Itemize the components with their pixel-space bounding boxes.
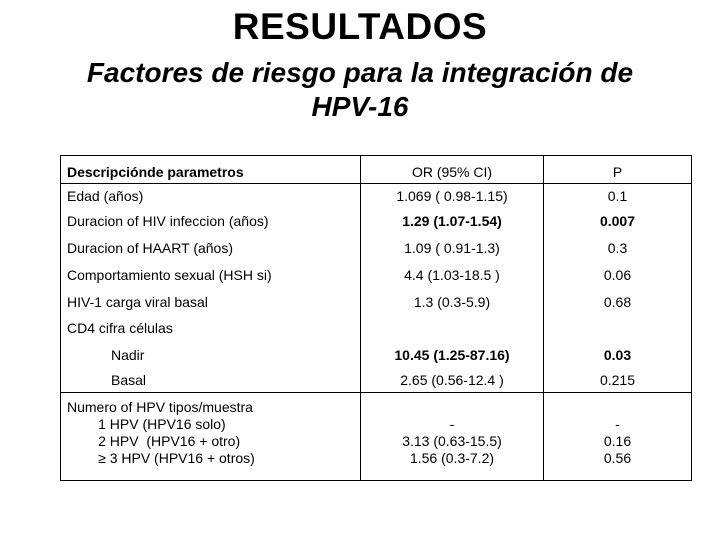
row-label: Edad (años) xyxy=(67,188,144,204)
row-p: 0.215 xyxy=(599,372,636,388)
row-label: Nadir xyxy=(111,347,145,363)
row-divider xyxy=(61,392,691,393)
page-subtitle xyxy=(20,56,700,124)
row-or: 1.3 (0.3-5.9) xyxy=(413,294,491,310)
row-p: 0.1 xyxy=(607,188,628,204)
row-or: 1.069 ( 0.98-1.15) xyxy=(396,188,508,204)
row-label: CD4 cifra células xyxy=(67,320,173,336)
row-or: 1.09 ( 0.91-1.3) xyxy=(404,240,500,256)
row-p: 0.06 xyxy=(603,267,632,283)
row-p: 0.3 xyxy=(607,240,628,256)
row-label: Comportamiento sexual (HSH si) xyxy=(67,267,272,283)
row-label: Numero of HPV tipos/muestra 1 HPV (HPV16 solo) 2 HPV (HPV16 + otro) ≥ 3 HPV (HPV16 + otros) xyxy=(67,399,255,466)
header-divider xyxy=(61,183,691,184)
header-parameter: Descripciónde parametros xyxy=(67,164,244,180)
row-label: Duracion of HIV infeccion (años) xyxy=(67,213,269,229)
row-label: Basal xyxy=(111,372,147,388)
subtitle-line-1: Factores de riesgo para la integración de xyxy=(86,57,634,88)
page-title: RESULTADOS xyxy=(232,6,488,47)
row-or: 4.4 (1.03-18.5 ) xyxy=(404,267,500,283)
row-or: 1.29 (1.07-1.54) xyxy=(402,213,502,229)
row-p: 0.68 xyxy=(603,294,632,310)
row-p: 0.03 xyxy=(603,347,632,363)
results-table xyxy=(60,155,692,481)
row-or: 2.65 (0.56-12.4 ) xyxy=(400,372,504,388)
row-label: HIV-1 carga viral basal xyxy=(67,294,208,310)
subtitle-line-2: HPV-16 xyxy=(311,91,409,122)
row-or: 10.45 (1.25-87.16) xyxy=(394,347,510,363)
row-p: - 0.16 0.56 xyxy=(603,416,632,466)
row-or: - 3.13 (0.63-15.5) 1.56 (0.3-7.2) xyxy=(402,416,502,466)
header-p: P xyxy=(612,164,623,180)
header-or: OR (95% CI) xyxy=(411,164,493,180)
row-label: Duracion of HAART (años) xyxy=(67,240,233,256)
row-p: 0.007 xyxy=(599,213,636,229)
